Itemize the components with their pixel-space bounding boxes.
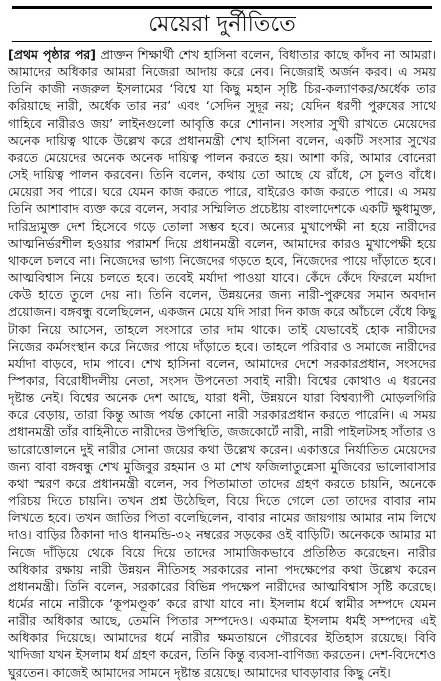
article-text: প্রাক্তন শিক্ষার্থী শেখ হাসিনা বলেন, বিধাতার কাছে কাঁদব না আমরা। আমাদের অধিকার আমরা নিজেরা আদায় করে নেব। নিজেরাই অর্জন করব। এ সময় তিনি কাজী নজরুল ইসলামের ‘বিশ্বে যা কিছু মহান সৃষ্টি চির-কল্যাণকর/অর্ধেক তার করিয়াছে নারী, অর্ধেক তার নর’ এবং ‘সেদিন সুদূর নয়; যেদিন ধরণী পুরুষের সাথে গাহিবে নারীরও জয়’ লাইনগুলো আবৃত্তি করে শোনান। সংসার সুখী রাখতে মেয়েদের অনেক দায়িত্ব থাকে উল্লেখ করে প্রধানমন্ত্রী শেখ হাসিনা বলেন, একটি সংসার সুখের করতে মেয়েদের অনেক অনেক দায়িত্ব পালন করতে হয়। আশা করি, আমার বোনেরা সেই দায়িত্ব পালন করবেন। তিনি বলেন, কথায় তো আছে যে রাঁধে, সে চুলও বাঁধে। মেয়েরা সব পারে। ঘরে যেমন কাজ করতে পারে, বাইরেও কাজ করতে পারে। এ সময় তিনি আশাবাদ ব্যক্ত করে বলেন, সবার সম্মিলিত প্রচেষ্টায় বাংলাদেশকে একটি ক্ষুধামুক্ত, দারিদ্র্যমুক্ত দেশ হিসেবে গড়ে তোলা সম্ভব হবে। অন্যের মুখাপেক্ষী না হয়ে নারীদের আত্মনির্ভরশীল হওয়ার পরামর্শ দিয়ে প্রধানমন্ত্রী বলেন, আমাদের কারও মুখাপেক্ষী হয়ে থাকলে চলবে না। নিজেদের ভাগ্য নিজেদের গড়তে হবে, নিজেদের পায়ে দাঁড়াতে হবে। আত্মবিশ্বাস নিয়ে চলতে হবে। তবেই মর্যাদা পাওয়া যাবে। কেঁদে কেঁদে ফিরলে মর্যাদা কেউ হাতে তুলে দেয় না। তিনি বলেন, উন্নয়নের জন্য নারী-পুরুষের সমান অবদান প্রয়োজন। বঙ্গবন্ধু বলেছিলেন, একজন মেয়ে যদি সারা দিন কাজ করে আঁচলে বেঁধে কিছু টাকা নিয়ে আসেন, তাহলে সংসারে তার দাম থাকে। তাই যেভাবেই হোক নারীদের নিজের কর্মসংস্থান করে নিজের পায়ে দাঁড়াতে হবে। তাহলে পরিবার ও সমাজে নারীদের মর্যাদা বাড়বে, দাম পাবে। শেখ হাসিনা বলেন, আমাদের দেশে সরকারপ্রধান, সংসদের স্পিকার, বিরোধীদলীয় নেতা, সংসদ উপনেতা সবাই নারী। বিশ্বের কোথাও এ ধরনের দৃষ্টান্ত নেই। বিশ্বের অনেক দেশ আছে, যারা ধনী, উন্নয়নে যারা বিশ্বব্যাপী মোড়লগিরি করে বেড়ায়, তারা কিন্তু আজ পর্যন্ত কোনো নারী সরকারপ্রধান করতে পারেনি। এ সময় প্রধানমন্ত্রী তাঁর বাহিনীতে নারীদের উপস্থিতি, জজকোর্টে নারী, নারী পাইলটসহ সাঁতার ও ভারোত্তোলনে দুই নারীর সোনা জয়ের কথা উল্লেখ করেন। একাত্তরে নির্যাতিত মেয়েদের জন্য বাবা বঙ্গবন্ধু শেখ মুজিবুর রহমান ও মা শেখ ফজিলাতুন্নেসা মুজিবের ভালোবাসার কথা স্মরণ করে প্রধানমন্ত্রী বলেন, সব পিতামাতা তাদের গ্রহণ করতে চায়নি, অনেকে পরিচয় দিতে চায়নি। তখন প্রশ্ন উঠেছিল, বিয়ে দিতে গেলে তো তাদের বাবার নাম লিখতে হবে। তখন জাতির পিতা বলেছিলেন, বাবার নামের জায়গায় আমার নাম লিখে দাও। বাড়ির ঠিকানা দাও ধানমন্ডি-৩২ নম্বরের সড়কের ওই বাড়িটি। অনেককে আমার মা নিজে দাঁড়িয়ে থেকে বিয়ে দিয়ে তাদের সামাজিকভাবে প্রতিষ্ঠিত করেছেন। নারীর অধিকার রক্ষায় নারী উন্নয়ন নীতিসহ সরকারের নানা পদক্ষেপের কথা উল্লেখ করেন প্রধানমন্ত্রী। তিনি বলেন, সরকারের বিভিন্ন পদক্ষেপ নারীদের আত্মবিশ্বাস সৃষ্টি করেছে। ধর্মের নামে নারীকে ‘কূপমণ্ডূক’ করে রাখা যাবে না। ইসলাম ধর্মে স্বামীর সম্পদে যেমন নারীর অধিকার আছে, তেমনি পিতার সম্পদেও। একমাত্র ইসলাম ধর্মই সম্পদের এই অধিকার দিয়েছে। আমাদের ধর্মে নারীর ক্ষমতায়নে গৌরবের ইতিহাস রয়েছে। বিবি খাদিজা যখন ইসলাম ধর্ম গ্রহণ করেন, তিনি কিন্তু ব্যবসা-বাণিজ্য করতেন। দেশ-বিদেশেও ঘুরতেন। কাজেই আমাদের সামনে দৃষ্টান্ত রয়েছে। আমাদের ঘাবড়াবার কিছু নেই। — [8, 47, 436, 680]
continued-from-reference: [প্রথম পৃষ্ঠার পর] — [8, 47, 96, 62]
article-body — [8, 46, 436, 681]
headline-text: মেয়েরা দুর্নীতিতে — [148, 11, 296, 37]
headline — [12, 6, 432, 42]
